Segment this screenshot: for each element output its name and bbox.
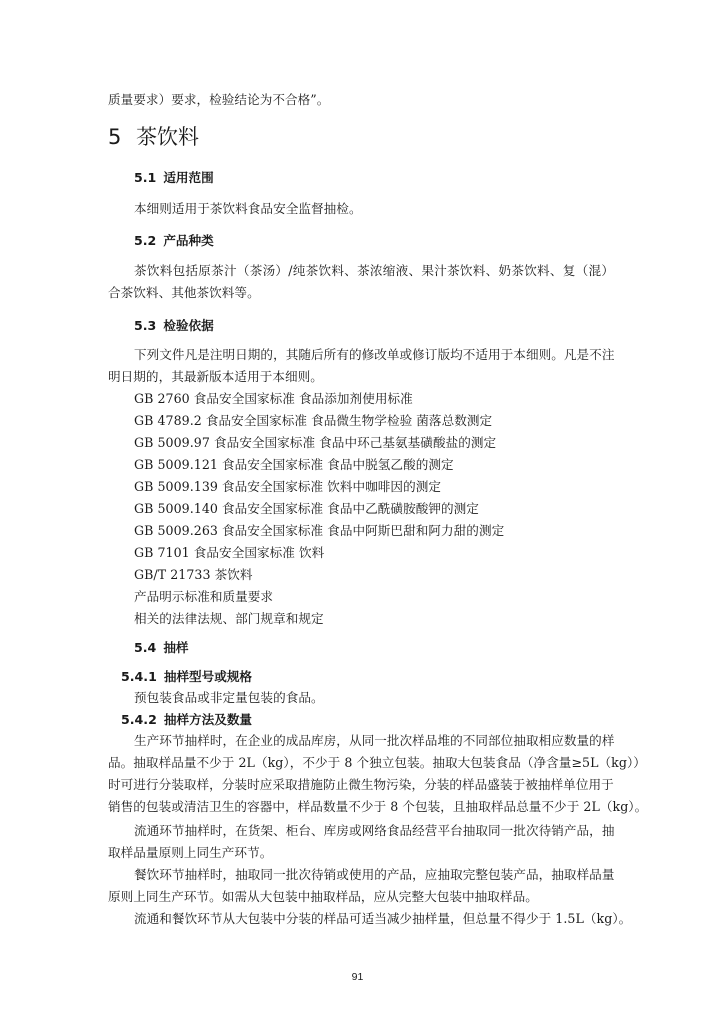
reference-item: GB 2760 食品安全国家标准 食品添加剂使用标准 [134, 391, 413, 406]
subsubsection-heading-5-4-2 [121, 712, 252, 728]
paragraph-line: 原则上同生产环节。如需从大包装中抽取样品，应从完整大包装中抽取样品。 [108, 889, 538, 904]
subsubsection-title: 抽样型号或规格 [163, 669, 253, 684]
paragraph-line: 合茶饮料、其他茶饮料等。 [108, 285, 260, 300]
reference-item: GB 5009.121 食品安全国家标准 食品中脱氢乙酸的测定 [134, 457, 454, 472]
paragraph-line: 流通环节抽样时，在货架、柜台、库房或网络食品经营平台抽取同一批次待销产品，抽 [134, 823, 615, 838]
paragraph-line: 下列文件凡是注明日期的，其随后所有的修改单或修订版均不适用于本细则。凡是不注 [134, 347, 615, 362]
reference-item: GB 5009.139 食品安全国家标准 饮料中咖啡因的测定 [134, 479, 442, 494]
scope-text: 本细则适用于茶饮料食品安全监督抽检。 [134, 201, 362, 216]
subsection-number: 5.1 [134, 170, 157, 185]
subsection-number: 5.4 [134, 640, 157, 655]
reference-item: GB 5009.263 食品安全国家标准 食品中阿斯巴甜和阿力甜的测定 [134, 523, 505, 538]
subsection-title: 产品种类 [163, 233, 214, 248]
paragraph-line: 流通和餐饮环节从大包装中分装的样品可适当减少抽样量，但总量不得少于 1.5L（kg）。 [134, 911, 632, 926]
subsubsection-title: 抽样方法及数量 [163, 712, 253, 727]
reference-item: GB 4789.2 食品安全国家标准 食品微生物学检验 菌落总数测定 [134, 413, 493, 428]
section-number: 5 [108, 125, 122, 149]
subsection-title: 检验依据 [163, 318, 214, 333]
reference-item: 相关的法律法规、部门规章和规定 [134, 611, 324, 626]
reference-item: GB 7101 食品安全国家标准 饮料 [134, 545, 325, 560]
subsection-heading-5-4 [134, 640, 189, 656]
paragraph-line: 明日期的，其最新版本适用于本细则。 [108, 369, 323, 384]
subsection-number: 5.3 [134, 318, 157, 333]
reference-item: GB 5009.140 食品安全国家标准 食品中乙酰磺胺酸钾的测定 [134, 501, 479, 516]
reference-item: GB 5009.97 食品安全国家标准 食品中环己基氨基磺酸盐的测定 [134, 435, 497, 450]
paragraph-line: 茶饮料包括原茶汁（茶汤）/纯茶饮料、茶浓缩液、果汁茶饮料、奶茶饮料、复（混） [134, 263, 614, 278]
paragraph-line: 销售的包装或清洁卫生的容器中，样品数量不少于 8 个包装，且抽取样品总量不少于 2L（kg）。 [108, 799, 648, 814]
page-number: 91 [351, 971, 364, 983]
paragraph-line: 生产环节抽样时，在企业的成品库房，从同一批次样品堆的不同部位抽取相应数量的样 [134, 733, 615, 748]
section-heading [108, 125, 199, 149]
paragraph-line: 品。抽取样品量不少于 2L（kg），不少于 8 个独立包装。抽取大包装食品（净含量≥5L（kg）） [108, 755, 646, 770]
subsubsection-number: 5.4.2 [121, 712, 157, 727]
reference-item: 产品明示标准和质量要求 [134, 589, 274, 604]
subsection-title: 适用范围 [163, 170, 214, 185]
paragraph-line: 取样品量原则上同生产环节。 [108, 845, 273, 860]
carry-over-text: 质量要求）要求，检验结论为不合格”。 [108, 92, 330, 107]
paragraph-line: 餐饮环节抽样时，抽取同一批次待销或使用的产品，应抽取完整包装产品，抽取样品量 [134, 867, 615, 882]
reference-item: GB/T 21733 茶饮料 [134, 567, 253, 582]
subsection-heading-5-3 [134, 318, 214, 334]
subsection-heading-5-2 [134, 233, 214, 249]
subsubsection-number: 5.4.1 [121, 669, 157, 684]
subsubsection-heading-5-4-1 [121, 669, 252, 685]
section-title: 茶饮料 [136, 125, 200, 149]
subsection-title: 抽样 [163, 640, 189, 655]
paragraph-line: 预包装食品或非定量包装的食品。 [134, 690, 324, 705]
subsection-heading-5-1 [134, 170, 214, 186]
subsection-number: 5.2 [134, 233, 157, 248]
paragraph-line: 时可进行分装取样，分装时应采取措施防止微生物污染，分装的样品盛装于被抽样单位用于 [108, 777, 614, 792]
